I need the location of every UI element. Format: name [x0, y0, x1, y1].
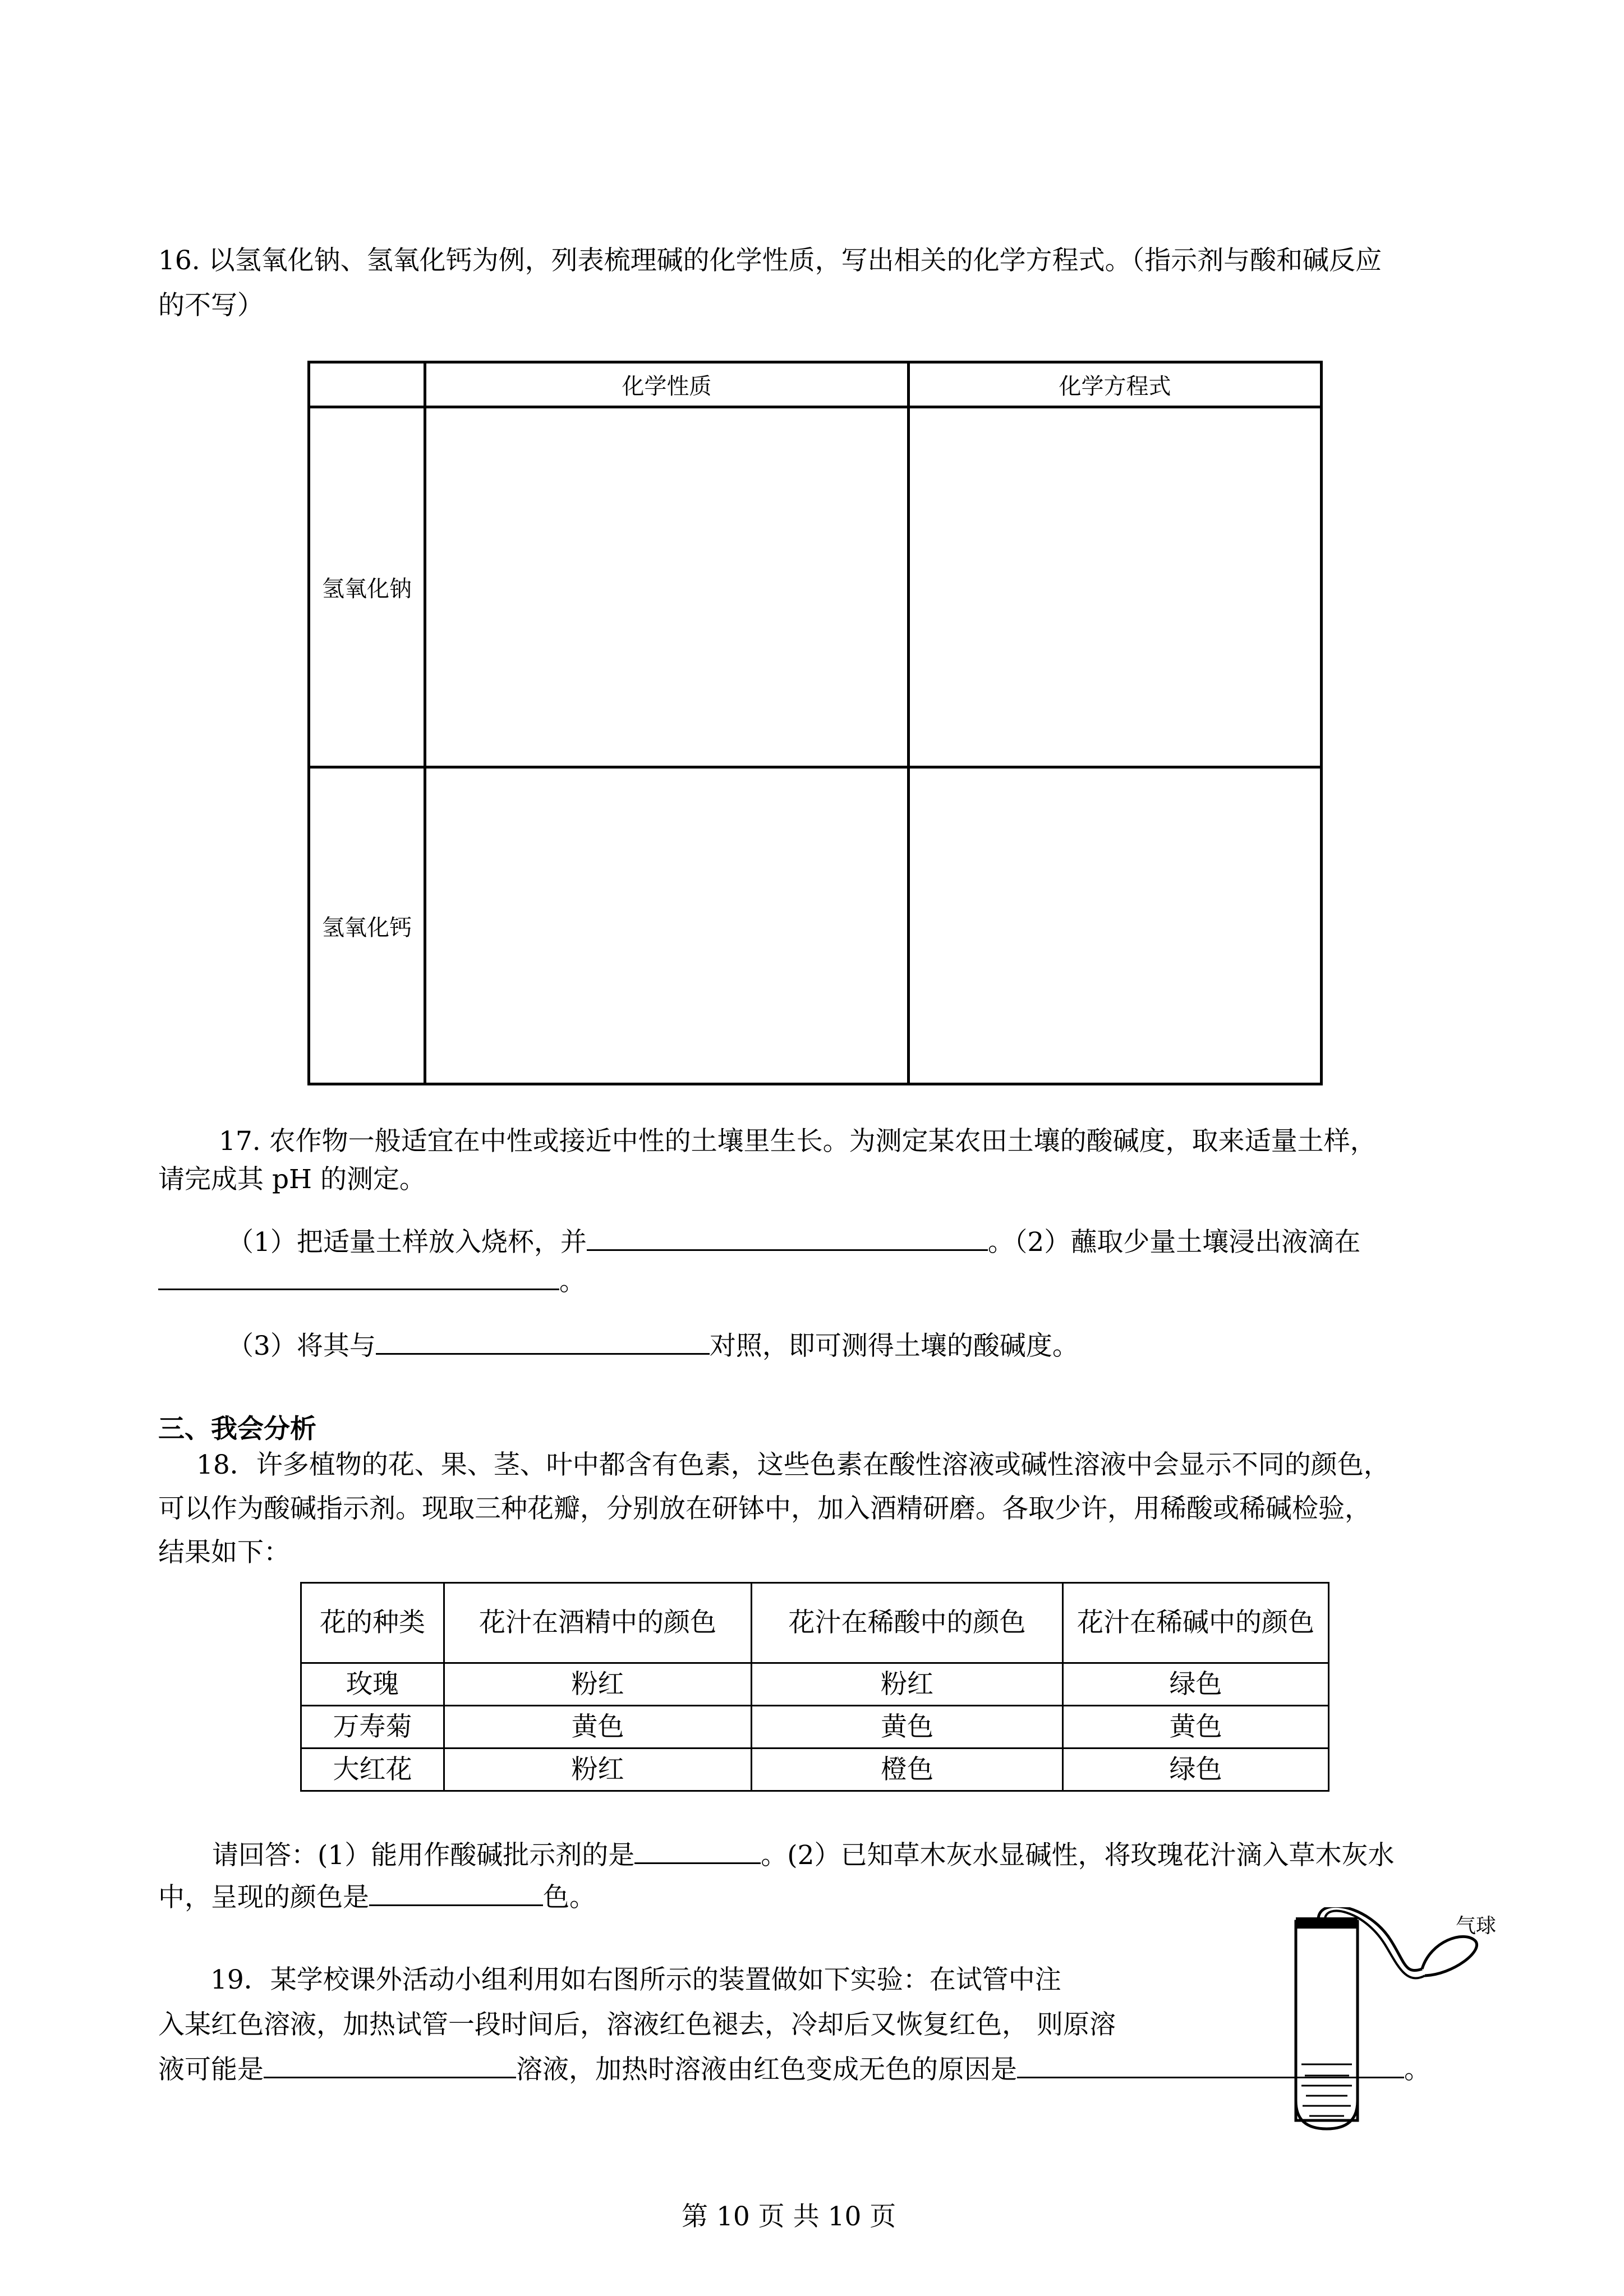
q18-cell: 黄色: [1063, 1706, 1329, 1749]
q17-part1: [227, 1220, 1360, 1265]
q18-ans2-prefix: 中，呈现的颜色是: [158, 1882, 369, 1913]
q17-line2: 请完成其 pH 的测定。: [158, 1164, 426, 1195]
q18-header-flower: 花的种类: [301, 1583, 444, 1663]
red-solution: [1301, 2064, 1352, 2116]
q16-header-property: 化学性质: [425, 362, 909, 407]
test-tube-figure: [1285, 1907, 1509, 2148]
q16-line2: 的不写）: [158, 290, 264, 321]
q18-cell: 绿色: [1063, 1663, 1329, 1706]
q18-cell: 粉红: [444, 1663, 752, 1706]
q18-cell: 黄色: [752, 1706, 1063, 1749]
stopper: [1296, 1917, 1358, 1929]
table-row: [301, 1706, 1329, 1749]
q19-line3: [158, 2047, 1430, 2092]
q17-blank-3[interactable]: [376, 1327, 710, 1355]
connecting-tube: [1318, 1907, 1422, 1971]
q18-cell: 玫瑰: [301, 1663, 444, 1706]
q16-row-caoh2: 氢氧化钙: [309, 767, 425, 1084]
q16-header-empty: [309, 362, 425, 407]
q16-header-equation: 化学方程式: [909, 362, 1322, 407]
q18-header-alcohol: 花汁在酒精中的颜色: [444, 1583, 752, 1663]
test-tube-bottom: [1296, 2092, 1358, 2129]
q18-blank-2[interactable]: [369, 1879, 543, 1906]
q18-cell: 万寿菊: [301, 1706, 444, 1749]
q18-header-base: 花汁在稀碱中的颜色: [1063, 1583, 1329, 1663]
balloon-label: 气球: [1456, 1915, 1497, 1938]
balloon: [1422, 1936, 1477, 1976]
q17-part1-text: （1）把适量土样放入烧杯，并: [227, 1227, 587, 1258]
q17-line1: 17. 农作物一般适宜在中性或接近中性的土壤里生长。为测定某农田土壤的酸碱度，取来适量土样，: [219, 1126, 1377, 1157]
test-tube: [1296, 1921, 1358, 2120]
q17-part2-end: 。: [559, 1266, 586, 1297]
q16-cell-naoh-property[interactable]: [425, 407, 909, 767]
q17-part3: [227, 1324, 1079, 1369]
q19-blank-1[interactable]: [264, 2051, 516, 2078]
q18-line2: 可以作为酸碱指示剂。现取三种花瓣，分别放在研钵中，加入酒精研磨。各取少许，用稀酸或稀碱检验，: [158, 1493, 1371, 1524]
q19-line3-middle: 溶液，加热时溶液由红色变成无色的原因是: [516, 2054, 1017, 2085]
q18-ans1-text: 请回答：(1）能用作酸碱批示剂的是: [212, 1840, 635, 1871]
q16-table: [307, 361, 1323, 1085]
table-row: [309, 767, 1322, 1084]
q18-line3: 结果如下：: [158, 1537, 290, 1568]
q19-line3-end: 。: [1404, 2054, 1430, 2085]
q18-answer-line2: [158, 1875, 596, 1920]
q17-part2-text: 。（2）蘸取少量土壤浸出液滴在: [987, 1227, 1361, 1258]
table-row: [301, 1749, 1329, 1791]
q17-part3-text: （3）将其与: [227, 1331, 376, 1361]
q16-cell-caoh2-equation[interactable]: [909, 767, 1322, 1084]
q18-cell: 绿色: [1063, 1749, 1329, 1791]
q18-ans2-suffix: 色。: [543, 1882, 596, 1913]
q18-answer-line1: [212, 1833, 1395, 1878]
section-title: 三、我会分析: [158, 1414, 316, 1444]
table-row: [301, 1663, 1329, 1706]
q18-cell: 粉红: [444, 1749, 752, 1791]
page-footer: 第 10 页 共 10 页: [682, 2201, 896, 2232]
q16-cell-naoh-equation[interactable]: [909, 407, 1322, 767]
q18-cell: 黄色: [444, 1706, 752, 1749]
q19-line1: 19．某学校课外活动小组利用如右图所示的装置做如下实验：在试管中注: [210, 1964, 1061, 1995]
q18-blank-1[interactable]: [634, 1837, 761, 1864]
q16-cell-caoh2-property[interactable]: [425, 767, 909, 1084]
q17-blank-1[interactable]: [587, 1223, 988, 1251]
q18-header-acid: 花汁在稀酸中的颜色: [752, 1583, 1063, 1663]
q18-cell: 大红花: [301, 1749, 444, 1791]
q16-line1: 16. 以氢氧化钠、氢氧化钙为例，列表梳理碱的化学性质，写出相关的化学方程式。（指示剂与酸和碱反应: [158, 245, 1382, 276]
q18-ans2-text: 。(2）已知草木灰水显碱性，将玫瑰花汁滴入草木灰水: [761, 1840, 1395, 1871]
q19-line3-prefix: 液可能是: [158, 2054, 264, 2085]
q18-line1: 18．许多植物的花、果、茎、叶中都含有色素，这些色素在酸性溶液或碱性溶液中会显示不同的颜色，: [196, 1450, 1390, 1480]
table-header-row: [301, 1583, 1329, 1663]
q17-part3-end: 对照，即可测得土壤的酸碱度。: [709, 1331, 1079, 1361]
q18-cell: 粉红: [752, 1663, 1063, 1706]
q17-blank-2[interactable]: [158, 1263, 559, 1290]
q18-table: [300, 1582, 1329, 1792]
q18-cell: 橙色: [752, 1749, 1063, 1791]
q17-part2-line: [158, 1259, 586, 1304]
q19-line2: 入某红色溶液，加热试管一段时间后，溶液红色褪去，冷却后又恢复红色， 则原溶: [158, 2009, 1116, 2040]
q16-row-naoh: 氢氧化钠: [309, 407, 425, 767]
table-row: [309, 407, 1322, 767]
